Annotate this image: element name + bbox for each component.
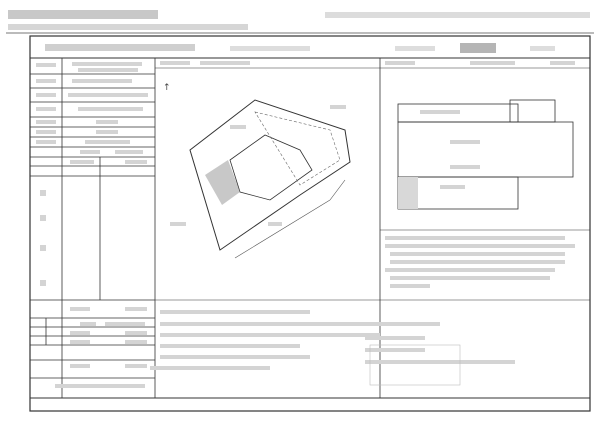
scanned-sheet xyxy=(30,36,590,411)
sheet-title-block xyxy=(45,44,195,51)
header-subtitle-block xyxy=(8,24,248,30)
header-right-block xyxy=(325,12,590,18)
north-arrow-icon: ↑ xyxy=(163,83,171,93)
header-title-block xyxy=(8,10,158,19)
